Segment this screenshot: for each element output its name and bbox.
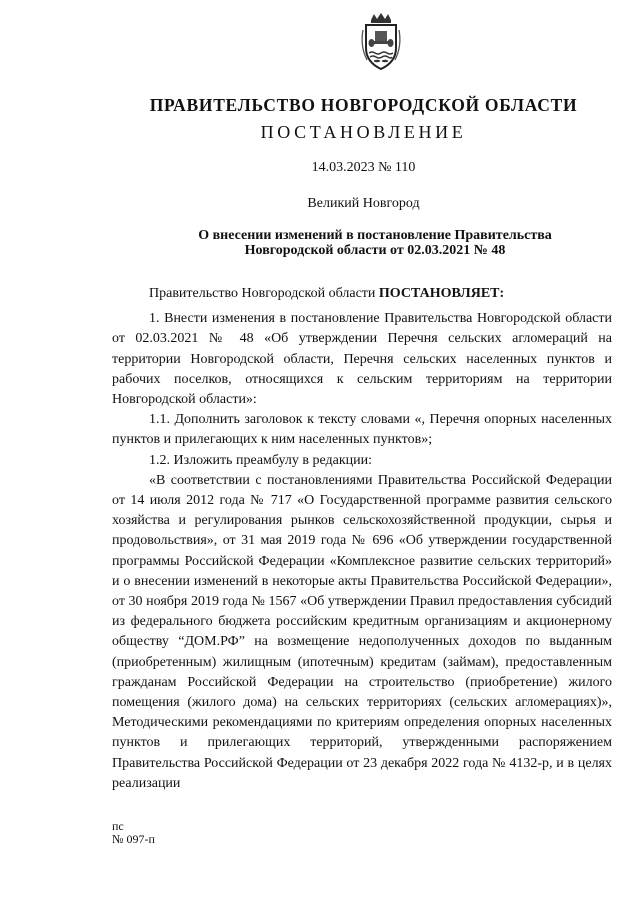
coat-of-arms-icon [358, 12, 404, 72]
document-subject [150, 228, 600, 258]
document-code [112, 820, 155, 846]
code-line-1: пс [112, 819, 124, 833]
government-title: ПРАВИТЕЛЬСТВО НОВГОРОДСКОЙ ОБЛАСТИ [149, 95, 578, 115]
date-number: 14.03.2023 № 110 [311, 160, 416, 175]
document-body [112, 284, 612, 794]
subject-line-2: Новгородской области от 02.03.2021 № 48 [244, 243, 506, 258]
paragraph-preamble: «В соответствии с постановлениями Правительства Российской Федерации от 14 июля 2012 года № 717 «О Государственной программе развития сельского хозяйства и регулирования рынков сельскохозяйственной продукции, сырья и продовольствия», от 31 мая 2019 года № 696 «Об утверждении государственной программы Российской Федерации «Комплексное развитие сельских территорий» и о внесении изменений в некоторые акты Правительства Российской Федерации», от 30 ноября 2019 года № 1567 «Об утверждении Правил предоставления субсидий из федерального бюджета российским кредитным организациям и акционерному обществу “ДОМ.РФ” на возмещение недополученных доходов по выданным (приобретенным) жилищным (ипотечным) кредитам (займам), предоставленным гражданам Российской Федерации на строительство (приобретение) жилого помещения (жилого дома) на сельских территориях (сельских агломерациях)», Методическими рекомендациями по критериям определения опорных населенных пунктов и прилегающих территорий, утвержденными распоряжением Правительства Российской Федерации от 23 декабря 2022 года № 4132-р, и в целях реализации [112, 472, 612, 791]
resolution-keyword: ПОСТАНОВЛЯЕТ: [378, 286, 505, 301]
resolution-lead-text: Правительство Новгородской области [149, 286, 379, 301]
resolution-lead [112, 284, 612, 304]
code-line-2: № 097-п [112, 832, 155, 846]
paragraph-1-2: 1.2. Изложить преамбулу в редакции: [149, 452, 373, 468]
paragraph-1-1: 1.1. Дополнить заголовок к тексту словами «, Перечня опорных населенных пунктов и прилегающих к ним населенных пунктов»; [112, 412, 612, 448]
paragraph-1: 1. Внести изменения в постановление Правительства Новгородской области от 02.03.2021 № 48 «Об утверждении Перечня сельских агломераций на территории Новгородской области, Перечня сельских населенных пунктов и рабочих поселков, относящихся к сельским территориям на территории Новгородской области»: [112, 311, 612, 408]
city-name: Великий Новгород [307, 196, 420, 211]
document-type: ПОСТАНОВЛЕНИЕ [260, 122, 467, 142]
subject-line-1: О внесении изменений в постановление Правительства [198, 228, 552, 243]
